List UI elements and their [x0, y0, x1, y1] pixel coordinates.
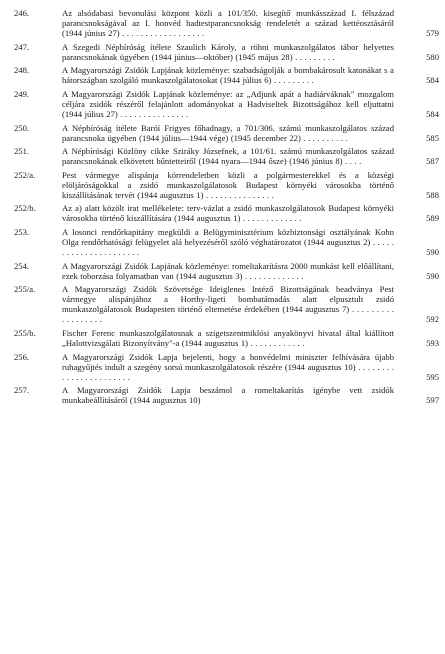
entry-page-number: 589: [426, 213, 439, 224]
entry-text: A Magyarországi Zsidók Lapjának közleménye: romeltakarításra 2000 munkást kell előállítani, ezek toborzása folyamatban van (1944 augusztus 3) . . . . . . . . . . . . .: [62, 260, 394, 281]
entry-text: Az a) alatt közölt irat mellékelete: terv-vázlat a zsidó munkaszolgálatosok Budapest környéki városokba történő kiszállítására (1944 augusztus 1) . . . . . . . . . . . . .: [62, 203, 394, 224]
entry-number: 257.: [14, 385, 30, 396]
entry-text: A Magyarországi Zsidók Szövetsége Ideiglenes Intéző Bizottságának beadványa Pest vármegye alispánjához a Horthy-ligeti bombatámadás alatt elpusztult zsidó munkaszolgálatosok Budapesten történő eltemetése érdekében (1944 augusztus 7) . . . . . . . . . . . . . . . . . .: [62, 284, 394, 325]
entry-number: 254.: [14, 260, 30, 271]
entry-page-number: 584: [426, 109, 439, 120]
list-item: [0, 146, 445, 166]
entry-text: A losonci rendőrkapitány megküldi a Belügyminisztérium közbiztonsági osztályának Kohn Olga rendőrhatósági felügyelet alá helyezéséről szóló véghatározatot (1944 augusztus 2) . . . . . . . . . . . . . . . . . . . . . .: [62, 226, 394, 258]
list-item: [0, 284, 445, 324]
entry-page-number: 588: [426, 189, 439, 200]
entry-page-number: 597: [426, 395, 439, 406]
entry-text: Pest vármegye alispánja körrendeletben közli a polgármesterekkel és a községi elöljáróságokkal a zsidó munkaszolgálatosok Budapest környéki városokba történő kiszállításának tervét (1944 augusztus 1) . . . . . . . . . . . . . . .: [62, 169, 394, 200]
entry-text: Fischer Ferenc munkaszolgálatosnak a szigetszentmiklósi anyakönyvi hivatal által kiállított „Halottvizsgálati Bizonyítvány"-a (1944 augusztus 1) . . . . . . . . . . . .: [62, 327, 394, 349]
list-item: [0, 385, 445, 405]
list-item: [0, 89, 445, 119]
entry-page-number: 585: [426, 132, 439, 143]
list-item: [0, 328, 445, 348]
list-item: [0, 123, 445, 143]
entry-text: A Magyarországi Zsidók Lapja beszámol a romeltakarítás igénybe vett zsidók munkabeállításáról (1944 augusztus 10): [62, 385, 394, 406]
entry-number: 246.: [14, 8, 30, 18]
entry-page-number: 590: [426, 247, 439, 258]
entry-text: A Magyarországi Zsidók Lapjának közleménye: szabadságolják a bombakárosult katonákat s a hátországban szolgáló munkaszolgálatosokat (1944 július 6) . . . . . . . . .: [62, 65, 394, 86]
list-item: [0, 203, 445, 223]
entry-number: 249.: [14, 88, 30, 99]
list-item: [0, 170, 445, 200]
entry-number: 251.: [14, 146, 30, 157]
entry-number: 255/a.: [14, 284, 36, 295]
entry-page-number: 595: [426, 371, 439, 382]
entry-page-number: 587: [426, 156, 439, 167]
entry-number: 247.: [14, 41, 30, 52]
entry-page-number: 580: [426, 51, 439, 62]
entry-text: A Népbírósági Közlöny cikke Szirákу Józsefnek, a 101/61. számú munkaszolgálatos század parancsnokának elkövetett bűntetteiről (1944 nyara—1944 ősze) (1946 június 8) . . . .: [62, 146, 394, 167]
entry-number: 252/a.: [14, 169, 36, 180]
entry-number: 250.: [14, 122, 30, 133]
entry-page-number: 592: [426, 314, 439, 325]
contents-list: [0, 8, 445, 409]
list-item: [0, 261, 445, 281]
list-item: [0, 65, 445, 85]
entry-number: 248.: [14, 65, 30, 76]
entry-text: A Magyarországi Zsidók Lapjának közleménye: az „Adjunk apát a hadiárváknak" mozgalom céljára zsidók részéről felajánlott adományokat a Hadviseltek Bizottságához kell eljuttatni (1944 július 27) . . . . . . . . . . . . . . .: [62, 88, 394, 120]
entry-text: A Népbíróság ítélete Baróí Frigyes főhadnagy, a 701/306. számú munkaszolgálatos század parancsnoka ügyében (1944 július—1944 vége) (1945 december 22) . . . . . . . . . .: [62, 122, 394, 143]
entry-page-number: 579: [426, 28, 439, 39]
list-item: [0, 227, 445, 257]
list-item: [0, 352, 445, 382]
entry-text: A Szegedi Népbíróság ítélete Szaulich Károly, a röhni munkaszolgálatos tábor helyettes parancsnokának ügyében (1944 június—október) (1945 május 28) . . . . . . . . .: [62, 41, 394, 62]
list-item: [0, 8, 445, 38]
entry-number: 252/b.: [14, 203, 36, 214]
list-item: [0, 42, 445, 62]
entry-page-number: 590: [426, 270, 439, 281]
entry-number: 256.: [14, 351, 30, 362]
entry-page-number: 593: [426, 338, 439, 349]
entry-number: 255/b.: [14, 327, 36, 338]
entry-page-number: 584: [426, 75, 439, 86]
entry-number: 253.: [14, 226, 30, 237]
entry-text: A Magyarországi Zsidók Lapja bejelenti, hogy a honvédelmi miniszter felhívására újabb ruhagyűjtés indult a szegény sorsú munkaszolgálatosok részére (1944 augusztus 10) . . . . . . . . . . . . . . . . . . . . . . .: [62, 351, 394, 382]
entry-text: Az alsódabasi bevonulási központ közli a 101/350. kisegítő munkásszázad I. félszázad parancsnokságával az I. honvéd hadtestparancsnokság rendeletét a század kettéosztásáról (1944 június 27) . . . . . . . . . . . . . . . . . .: [62, 8, 394, 39]
